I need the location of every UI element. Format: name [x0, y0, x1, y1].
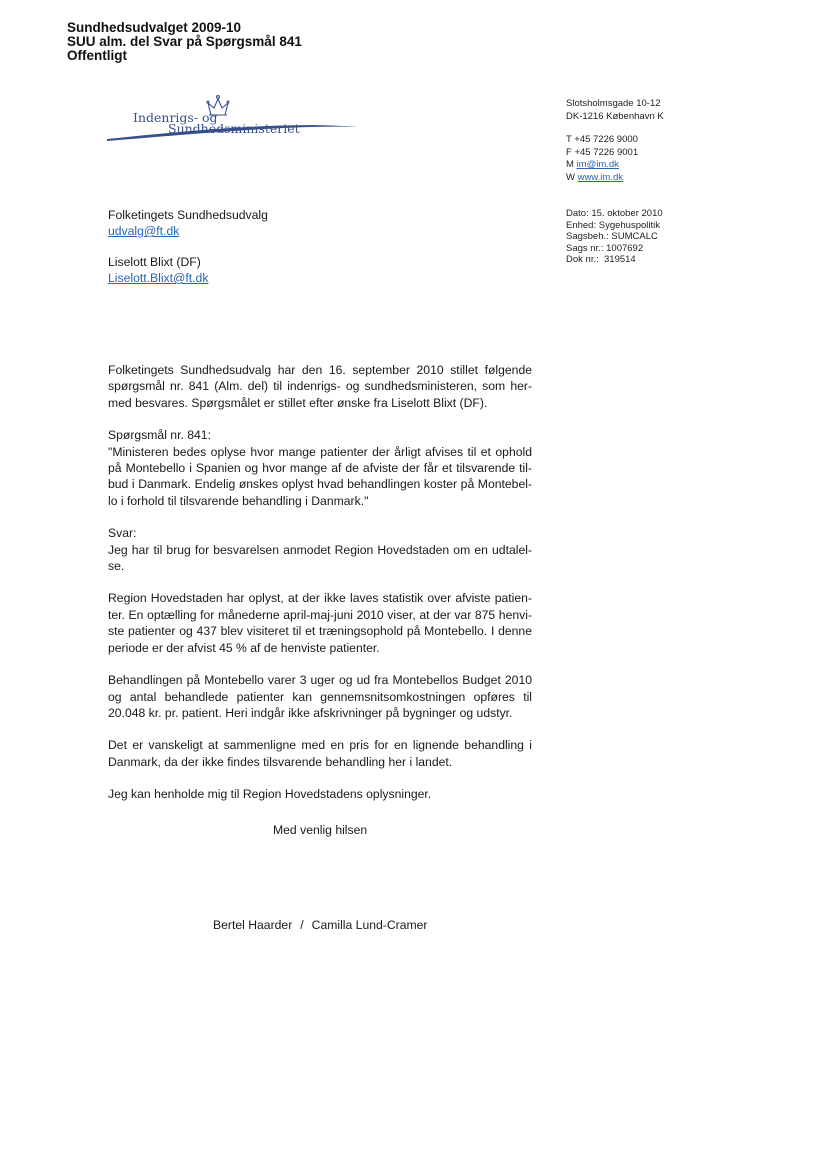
web-line — [566, 172, 664, 185]
web-prefix: W — [566, 171, 575, 183]
answer-section — [108, 525, 532, 574]
meta-case-no: Sags nr.: 1007692 — [566, 242, 644, 254]
stamp-committee: Sundhedsudvalget 2009-10 — [67, 20, 242, 35]
fax: F +45 7226 9001 — [566, 146, 639, 158]
closing-salutation: Med venlig hilsen — [273, 823, 368, 837]
document-meta — [566, 208, 663, 266]
answer-paragraph-2: Behandlingen på Montebello varer 3 uger og ud fra Montebellos Budget 2010 og antal behandlede patienter kan gennemsnitsomkostningen opføres til 20.048 kr. pr. patient. Heri indgår ikke afskrivninger på bygninger og udstyr. — [108, 673, 532, 720]
phone: T +45 7226 9000 — [566, 134, 638, 145]
answer-paragraph-3: Det er vanskeligt at sammenligne med en pris for en lignende behandling i Danmark, da der ikke findes tilsvarende behandling her i landet. — [108, 738, 532, 769]
meta-doc-no: Dok nr.: 319514 — [566, 254, 636, 266]
contact-block — [566, 98, 664, 184]
recipient-name-2: Liselott Blixt (DF) — [108, 255, 201, 269]
address-line-2: DK-1216 København K — [566, 110, 664, 122]
signature-separator: / — [300, 918, 304, 932]
question-label: Spørgsmål nr. 841: — [108, 428, 211, 443]
meta-case-officer: Sagsbeh.: SUMCALC — [566, 231, 658, 243]
meta-unit: Enhed: Sygehuspolitik — [566, 219, 661, 231]
logo-text-bottom: Sundhedsministeriet — [168, 121, 300, 136]
mail-prefix: M — [566, 159, 574, 170]
document-stamp — [67, 21, 302, 63]
answer-paragraph-4: Jeg kan henholde mig til Region Hovedstadens oplysninger. — [108, 787, 432, 802]
answer-text: Jeg har til brug for besvarelsen anmodet Region Hovedstaden om en udtalelse. — [108, 542, 532, 574]
recipient-name-1: Folketingets Sundhedsudvalg — [108, 208, 268, 222]
recipient-email-1[interactable]: udvalg@ft.dk — [108, 224, 180, 238]
answer-label: Svar: — [108, 526, 137, 541]
signature-line — [213, 918, 427, 932]
question-section — [108, 427, 532, 509]
web-link[interactable]: www.im.dk — [577, 171, 624, 183]
stamp-question-ref: SUU alm. del Svar på Spørgsmål 841 — [67, 34, 302, 49]
question-text: "Ministeren bedes oplyse hvor mange patienter der årligt afvises til et ophold på Montebello i Spanien og hvor mange af de afviste der får et tilsvarende tilbud i Danmark. Endelig ønskes oplyst hvad behandlingen koster på Montebello i forhold til tilsvarende behandling i Danmark." — [108, 444, 532, 508]
answer-paragraph-1: Region Hovedstaden har oplyst, at der ikke laves statistik over afviste patienter. En optælling for månederne april-maj-juni 2010 viser, at der var 875 henviste patienter og 437 blev visiteret til et træningsophold på Montebello. I denne periode er der afvist 45 % af de henviste patienter. — [108, 591, 532, 655]
signatory-1: Bertel Haarder — [213, 918, 293, 932]
recipient-email-2[interactable]: Liselott.Blixt@ft.dk — [108, 271, 209, 285]
address-line-1: Slotsholmsgade 10-12 — [566, 98, 661, 109]
recipient-block — [108, 207, 268, 286]
mail-link[interactable]: im@im.dk — [576, 159, 619, 170]
mail-line — [566, 159, 664, 172]
logo-text-top: Indenrigs- og — [133, 110, 218, 125]
intro-paragraph: Folketingets Sundhedsudvalg har den 16. september 2010 stillet følgende spørgsmål nr. 841 (Alm. del) til indenrigs- og sundhedsministeren, som hermed besvares. Spørgsmålet er stillet efter ønske fra Liselott Blixt (DF). — [108, 363, 532, 410]
meta-date: Dato: 15. oktober 2010 — [566, 208, 663, 219]
signatory-2: Camilla Lund-Cramer — [311, 918, 428, 932]
letter-body — [108, 362, 532, 819]
stamp-public: Offentligt — [67, 48, 127, 63]
